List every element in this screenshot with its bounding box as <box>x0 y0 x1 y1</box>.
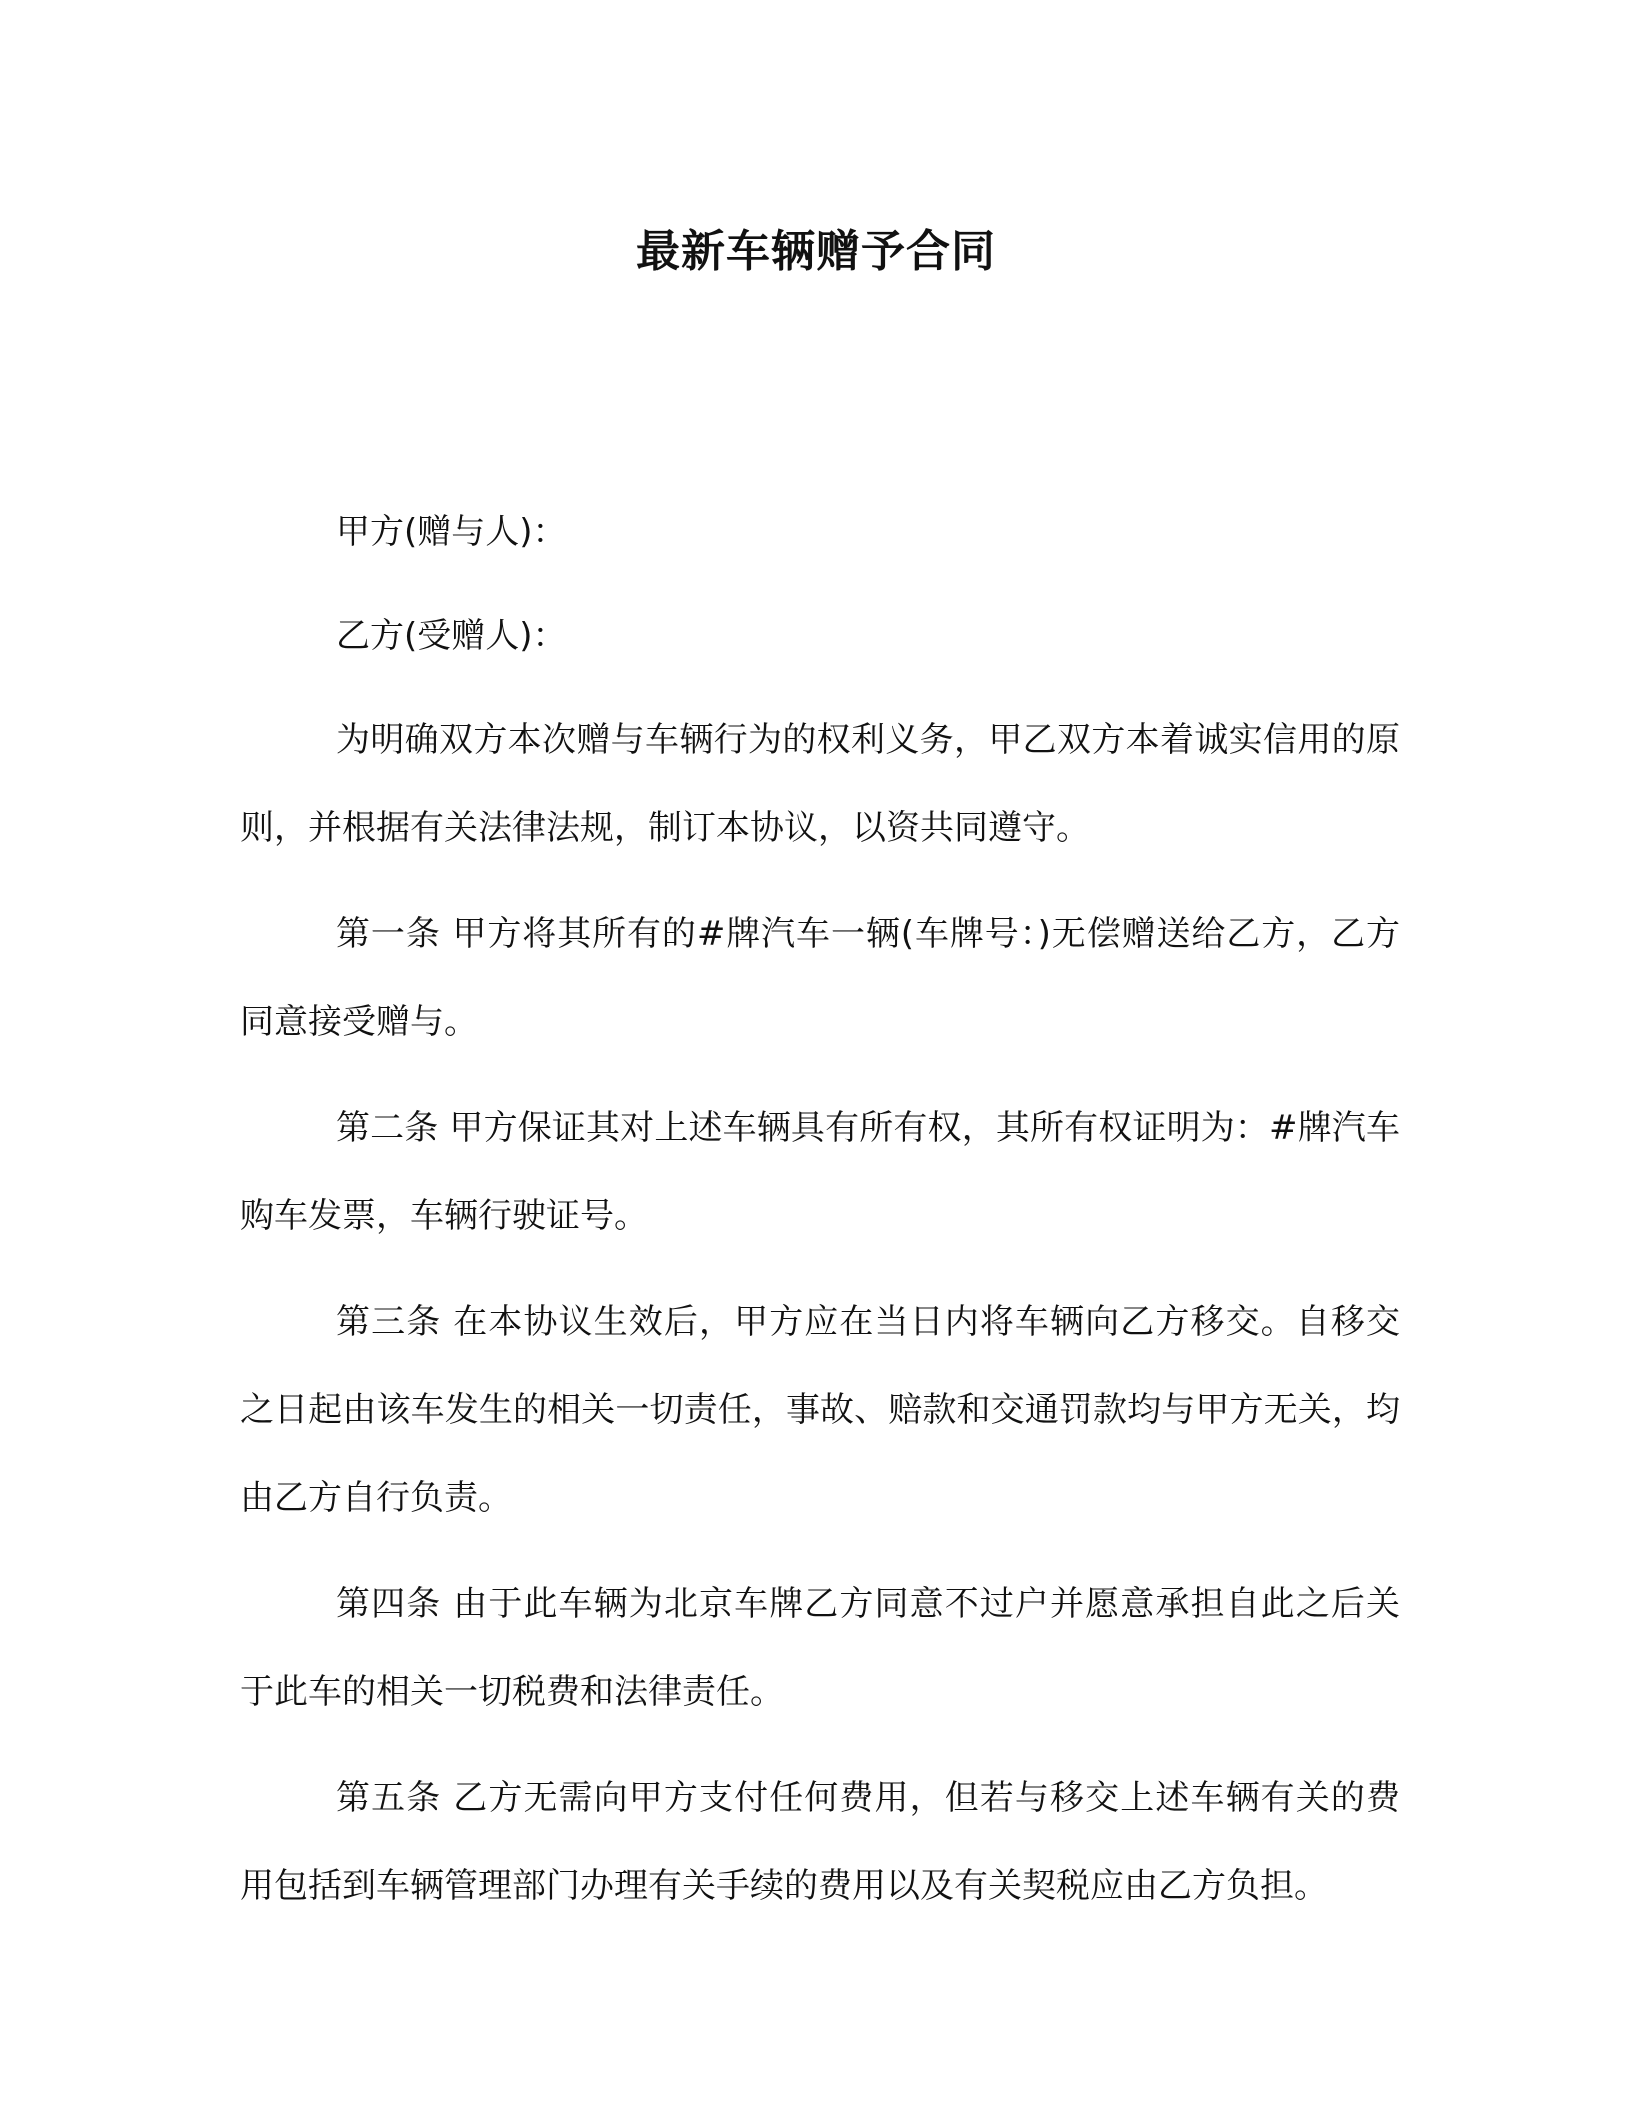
article-2: 第二条 甲方保证其对上述车辆具有所有权，其所有权证明为：#牌汽车购车发票，车辆行驶证号。 <box>240 1108 1400 1236</box>
article-1: 第一条 甲方将其所有的#牌汽车一辆(车牌号：)无偿赠送给乙方，乙方同意接受赠与。 <box>240 914 1400 1042</box>
preamble-paragraph: 为明确双方本次赠与车辆行为的权利义务，甲乙双方本着诚实信用的原则，并根据有关法律法规，制订本协议，以资共同遵守。 <box>240 720 1400 848</box>
document-title: 最新车辆赠予合同 <box>636 226 996 277</box>
document-body <box>240 488 1400 1948</box>
article-3: 第三条 在本协议生效后，甲方应在当日内将车辆向乙方移交。自移交之日起由该车发生的相关一切责任，事故、赔款和交通罚款均与甲方无关，均由乙方自行负责。 <box>240 1302 1400 1518</box>
party-a-line: 甲方(赠与人)： <box>336 512 567 552</box>
article-5: 第五条 乙方无需向甲方支付任何费用，但若与移交上述车辆有关的费用包括到车辆管理部门办理有关手续的费用以及有关契税应由乙方负担。 <box>240 1778 1400 1906</box>
article-4: 第四条 由于此车辆为北京车牌乙方同意不过户并愿意承担自此之后关于此车的相关一切税费和法律责任。 <box>240 1584 1400 1712</box>
party-b-line: 乙方(受赠人)： <box>336 616 567 656</box>
